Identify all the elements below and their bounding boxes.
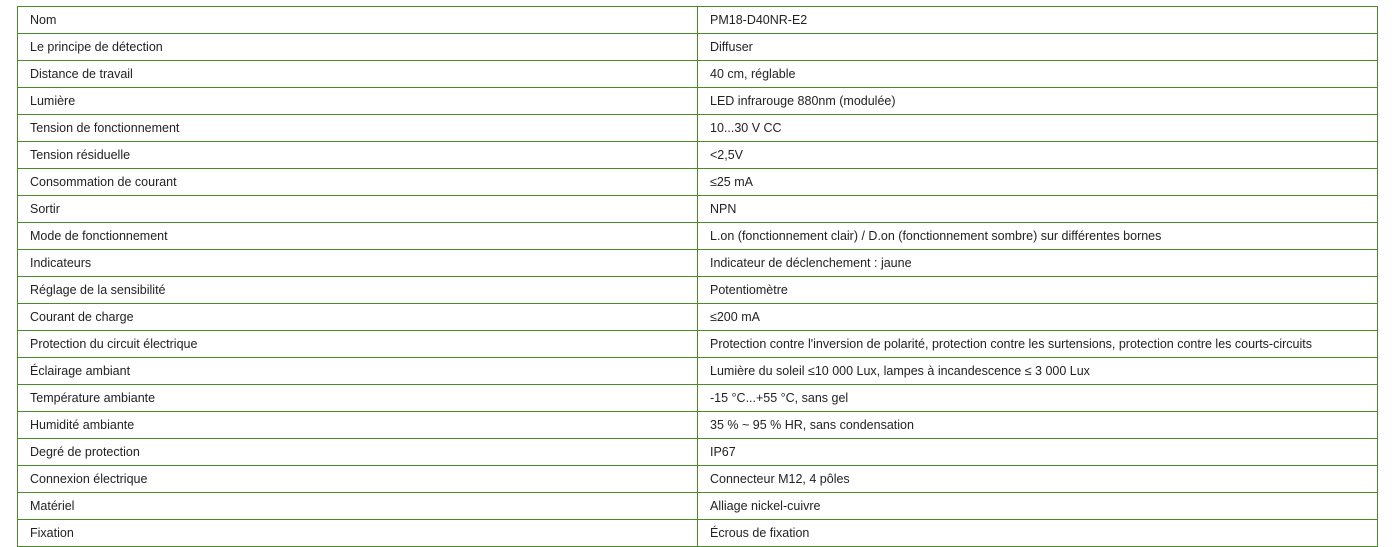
spec-label: Distance de travail (18, 61, 698, 88)
table-row (18, 223, 1378, 250)
table-row (18, 385, 1378, 412)
spec-value: 10...30 V CC (698, 115, 1378, 142)
spec-value: Diffuser (698, 34, 1378, 61)
spec-value: Alliage nickel-cuivre (698, 493, 1378, 520)
spec-label: Le principe de détection (18, 34, 698, 61)
spec-label: Nom (18, 7, 698, 34)
spec-value: Lumière du soleil ≤10 000 Lux, lampes à incandescence ≤ 3 000 Lux (698, 358, 1378, 385)
spec-label: Humidité ambiante (18, 412, 698, 439)
table-row (18, 439, 1378, 466)
spec-label: Indicateurs (18, 250, 698, 277)
table-row (18, 115, 1378, 142)
spec-value: L.on (fonctionnement clair) / D.on (fonctionnement sombre) sur différentes bornes (698, 223, 1378, 250)
table-row (18, 7, 1378, 34)
table-row (18, 61, 1378, 88)
spec-label: Consommation de courant (18, 169, 698, 196)
table-row (18, 169, 1378, 196)
spec-value: ≤200 mA (698, 304, 1378, 331)
spec-label: Éclairage ambiant (18, 358, 698, 385)
spec-value: LED infrarouge 880nm (modulée) (698, 88, 1378, 115)
table-row (18, 34, 1378, 61)
table-row (18, 250, 1378, 277)
spec-value: <2,5V (698, 142, 1378, 169)
table-row (18, 304, 1378, 331)
spec-label: Réglage de la sensibilité (18, 277, 698, 304)
spec-label: Connexion électrique (18, 466, 698, 493)
spec-label: Mode de fonctionnement (18, 223, 698, 250)
table-row (18, 142, 1378, 169)
spec-value: Indicateur de déclenchement : jaune (698, 250, 1378, 277)
spec-label: Température ambiante (18, 385, 698, 412)
spec-value: IP67 (698, 439, 1378, 466)
spec-value: -15 °C...+55 °C, sans gel (698, 385, 1378, 412)
table-row (18, 196, 1378, 223)
spec-label: Fixation (18, 520, 698, 547)
spec-table-body (18, 7, 1378, 547)
spec-label: Sortir (18, 196, 698, 223)
spec-label: Courant de charge (18, 304, 698, 331)
spec-label: Matériel (18, 493, 698, 520)
spec-value: PM18-D40NR-E2 (698, 7, 1378, 34)
table-row (18, 358, 1378, 385)
spec-value: 40 cm, réglable (698, 61, 1378, 88)
spec-value: Connecteur M12, 4 pôles (698, 466, 1378, 493)
table-row (18, 466, 1378, 493)
spec-value: Écrous de fixation (698, 520, 1378, 547)
spec-label: Lumière (18, 88, 698, 115)
spec-value: Protection contre l'inversion de polarité, protection contre les surtensions, protection contre les courts-circuits (698, 331, 1378, 358)
table-row (18, 277, 1378, 304)
spec-value: NPN (698, 196, 1378, 223)
spec-label: Degré de protection (18, 439, 698, 466)
spec-label: Protection du circuit électrique (18, 331, 698, 358)
table-row (18, 88, 1378, 115)
table-row (18, 331, 1378, 358)
spec-value: Potentiomètre (698, 277, 1378, 304)
table-row (18, 520, 1378, 547)
spec-label: Tension résiduelle (18, 142, 698, 169)
spec-value: 35 % ~ 95 % HR, sans condensation (698, 412, 1378, 439)
table-row (18, 412, 1378, 439)
spec-table (17, 6, 1378, 547)
spec-value: ≤25 mA (698, 169, 1378, 196)
spec-label: Tension de fonctionnement (18, 115, 698, 142)
table-row (18, 493, 1378, 520)
